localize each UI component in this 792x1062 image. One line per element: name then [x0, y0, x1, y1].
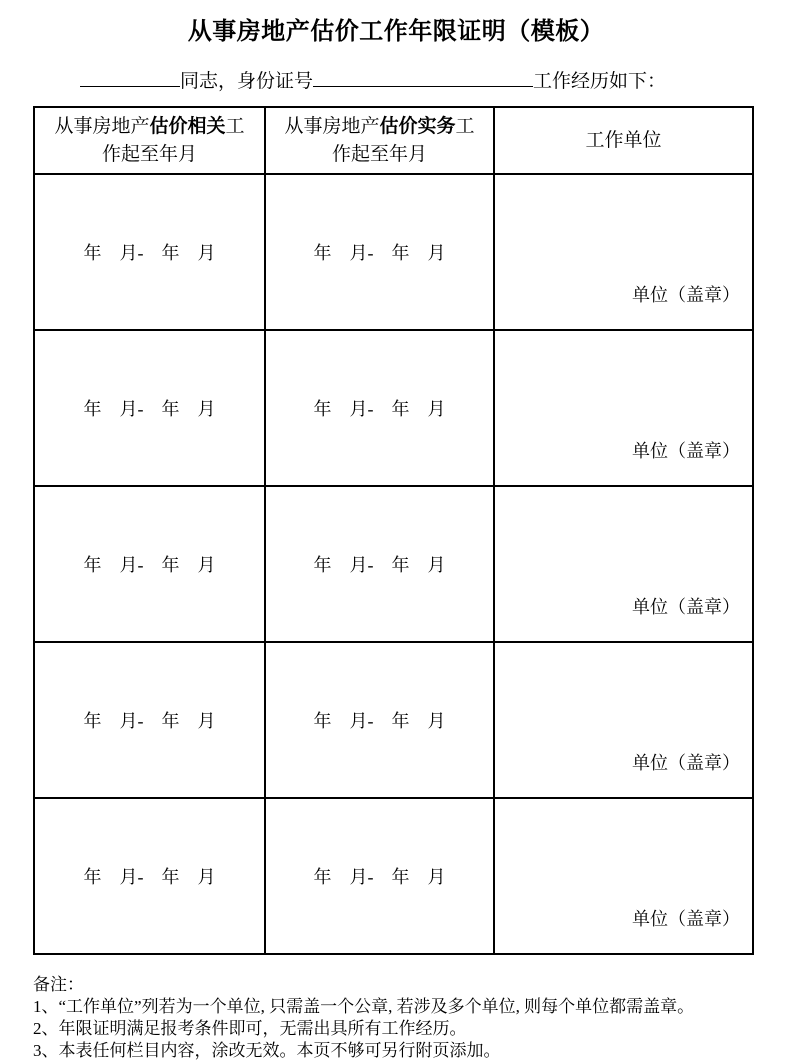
header-text-segment: 工作起至年月 — [101, 115, 245, 165]
work-experience-table — [33, 106, 754, 955]
practice-period-cell: 年 月- 年 月 — [265, 486, 494, 642]
document-title: 从事房地产估价工作年限证明（模板） — [187, 19, 605, 45]
practice-period-cell: 年 月- 年 月 — [265, 330, 494, 486]
work-unit-cell — [494, 174, 753, 330]
table-row — [34, 798, 753, 954]
work-unit-cell — [494, 798, 753, 954]
header-text-segment: 从事房地产 — [54, 115, 150, 137]
work-unit-cell — [494, 486, 753, 642]
intro-label-comrade-id: 同志，身份证号 — [180, 71, 314, 92]
header-text-segment: 工作单位 — [585, 129, 662, 151]
header-bold-segment: 估价相关 — [149, 115, 226, 137]
notes-heading: 备注： — [33, 975, 84, 994]
name-blank-field — [80, 67, 180, 87]
unit-stamp-label: 单位（盖章） — [632, 909, 740, 929]
note-item: 2、年限证明满足报考条件即可，无需出具所有工作经历。 — [33, 1019, 467, 1038]
header-appraisal-practice-period — [265, 107, 494, 174]
header-text-segment: 从事房地产 — [284, 115, 380, 137]
unit-stamp-label: 单位（盖章） — [632, 597, 740, 617]
header-text-segment: 工作起至年月 — [331, 115, 475, 165]
intro-line — [80, 66, 792, 93]
id-number-blank-field — [313, 67, 533, 87]
unit-stamp-label: 单位（盖章） — [632, 441, 740, 461]
unit-stamp-label: 单位（盖章） — [632, 285, 740, 305]
note-item: 3、本表任何栏目内容，涂改无效。本页不够可另行附页添加。 — [33, 1041, 501, 1060]
header-appraisal-related-period — [34, 107, 265, 174]
practice-period-cell: 年 月- 年 月 — [265, 174, 494, 330]
note-item: 1、“工作单位”列若为一个单位, 只需盖一个公章, 若涉及多个单位, 则每个单位都需盖章。 — [33, 997, 695, 1016]
related-period-cell: 年 月- 年 月 — [34, 330, 265, 486]
related-period-cell: 年 月- 年 月 — [34, 486, 265, 642]
table-row — [34, 486, 753, 642]
related-period-cell: 年 月- 年 月 — [34, 798, 265, 954]
related-period-cell: 年 月- 年 月 — [34, 642, 265, 798]
table-row — [34, 642, 753, 798]
work-unit-cell — [494, 642, 753, 798]
practice-period-cell: 年 月- 年 月 — [265, 642, 494, 798]
related-period-cell: 年 月- 年 月 — [34, 174, 265, 330]
table-row — [34, 330, 753, 486]
practice-period-cell: 年 月- 年 月 — [265, 798, 494, 954]
unit-stamp-label: 单位（盖章） — [632, 753, 740, 773]
header-work-unit — [494, 107, 753, 174]
work-unit-cell — [494, 330, 753, 486]
table-row — [34, 174, 753, 330]
notes-section — [33, 974, 792, 1062]
intro-label-suffix: 工作经历如下： — [533, 71, 667, 92]
table-header-row — [34, 107, 753, 174]
header-bold-segment: 估价实务 — [379, 115, 456, 137]
